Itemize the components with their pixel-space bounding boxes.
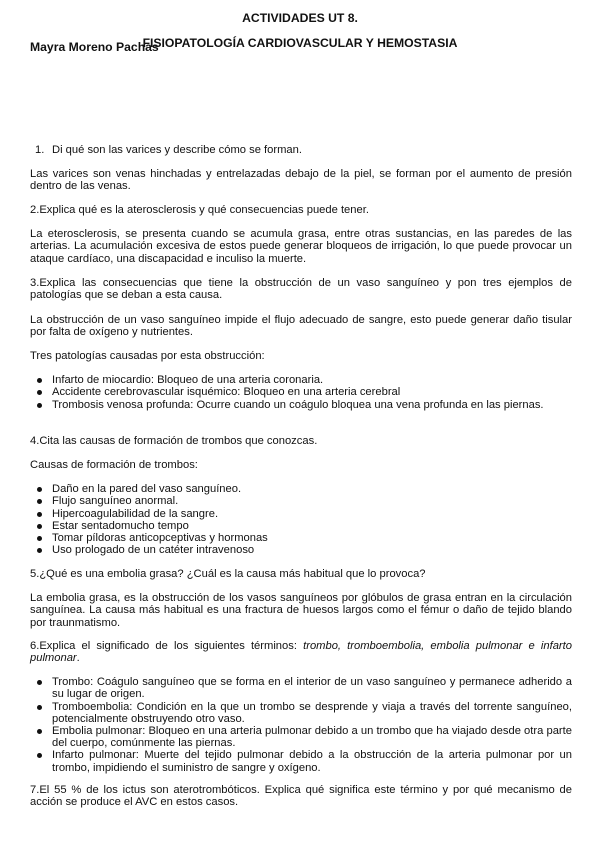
list-item: Trombosis venosa profunda: Ocurre cuando un coágulo bloquea una vena profunda en las piernas. [30, 399, 572, 411]
answer-4-intro: Causas de formación de trombos: [30, 459, 198, 472]
question-6-prefix: 6.Explica el significado de los siguientes términos: [30, 640, 304, 653]
list-item: Flujo sanguíneo anormal. [30, 495, 572, 507]
question-1-text: Di qué son las varices y describe cómo se forman. [52, 144, 302, 157]
question-6-suffix: . [76, 652, 80, 665]
question-3: 3.Explica las consecuencias que tiene la obstrucción de un vaso sanguíneo y pon tres ejemplos de patologías que se deban a esta causa. [30, 277, 572, 302]
list-item: Infarto pulmonar: Muerte del tejido pulmonar debido a la obstrucción de la arteria pulmonar por un trombo, impidiendo el suministro de sangre y oxígeno. [30, 749, 572, 773]
question-1-number: 1. [35, 144, 45, 157]
list-item: Estar sentadomucho tempo [30, 520, 572, 532]
document-page [0, 12, 600, 860]
question-4: 4.Cita las causas de formación de trombos que conozcas. [30, 435, 318, 448]
list-item: Uso prologado de un catéter intravenoso [30, 544, 572, 556]
question-1 [30, 144, 594, 156]
answer-3: La obstrucción de un vaso sanguíneo impide el flujo adecuado de sangre, esto puede generar daño tisular por falta de oxígeno y nutrientes. [30, 314, 572, 339]
question-7: 7.El 55 % de los ictus son aterotrombóticos. Explica qué significa este término y por qué mecanismo de acción se produce el AVC en estos casos. [30, 784, 572, 809]
question-5: 5.¿Qué es una embolia grasa? ¿Cuál es la causa más habitual que lo provoca? [30, 568, 426, 581]
list-item: Embolia pulmonar: Bloqueo en una arteria pulmonar debido a un trombo que ha viajado desde otra parte del cuerpo, comúnmente las piernas. [30, 725, 572, 749]
list-item: Tromboembolia: Condición en la que un trombo se desprende y viaja a través del torrente sanguíneo, potencialmente obstruyendo otro vaso. [30, 701, 572, 725]
question-2: 2.Explica qué es la aterosclerosis y qué consecuencias puede tener. [30, 204, 369, 217]
answer-2: La eterosclerosis, se presenta cuando se acumula grasa, entre otras sustancias, en las paredes de las arterias. La acumulación excesiva de estos puede generar bloqueos de irrigación, lo que puede provocar un ataque cardíaco, una discapacidad e inculiso la muerte. [30, 228, 572, 265]
answer-1: Las varices son venas hinchadas y entrelazadas debajo de la piel, se forman por el aumento de presión dentro de las venas. [30, 168, 572, 193]
list-item: Infarto de miocardio: Bloqueo de una arteria coronaria. [30, 374, 572, 386]
answer-3-intro: Tres patologías causadas por esta obstrucción: [30, 350, 265, 363]
question-6 [30, 640, 572, 664]
list-item: Accidente cerebrovascular isquémico: Bloqueo en una arteria cerebral [30, 386, 572, 398]
title-line-2: FISIOPATOLOGÍA CARDIOVASCULAR Y HEMOSTASIA [142, 35, 458, 50]
list-item: Tomar píldoras anticopceptivas y hormonas [30, 532, 572, 544]
list-item: Hipercoagulabilidad de la sangre. [30, 508, 572, 520]
list-item: Trombo: Coágulo sanguíneo que se forma en el interior de un vaso sanguíneo y permanece adherido a su lugar de origen. [30, 676, 572, 700]
thrombus-causes-list [30, 483, 572, 556]
terms-definitions-list [30, 676, 572, 774]
list-item: Daño en la pared del vaso sanguíneo. [30, 483, 572, 495]
title-line-1: ACTIVIDADES UT 8. [242, 11, 358, 26]
question-6-terms: trombo, tromboembolia, embolia pulmonar e infarto pulmonar [30, 640, 572, 665]
answer-5: La embolia grasa, es la obstrucción de los vasos sanguíneos por glóbulos de grasa entran en la circulación sanguínea. La causa más habitual es una fractura de huesos largos como el fémur o daño de tejido blando por traunmatismo. [30, 592, 572, 629]
pathologies-list [30, 374, 572, 411]
author-name: Mayra Moreno Pachas [30, 40, 159, 55]
